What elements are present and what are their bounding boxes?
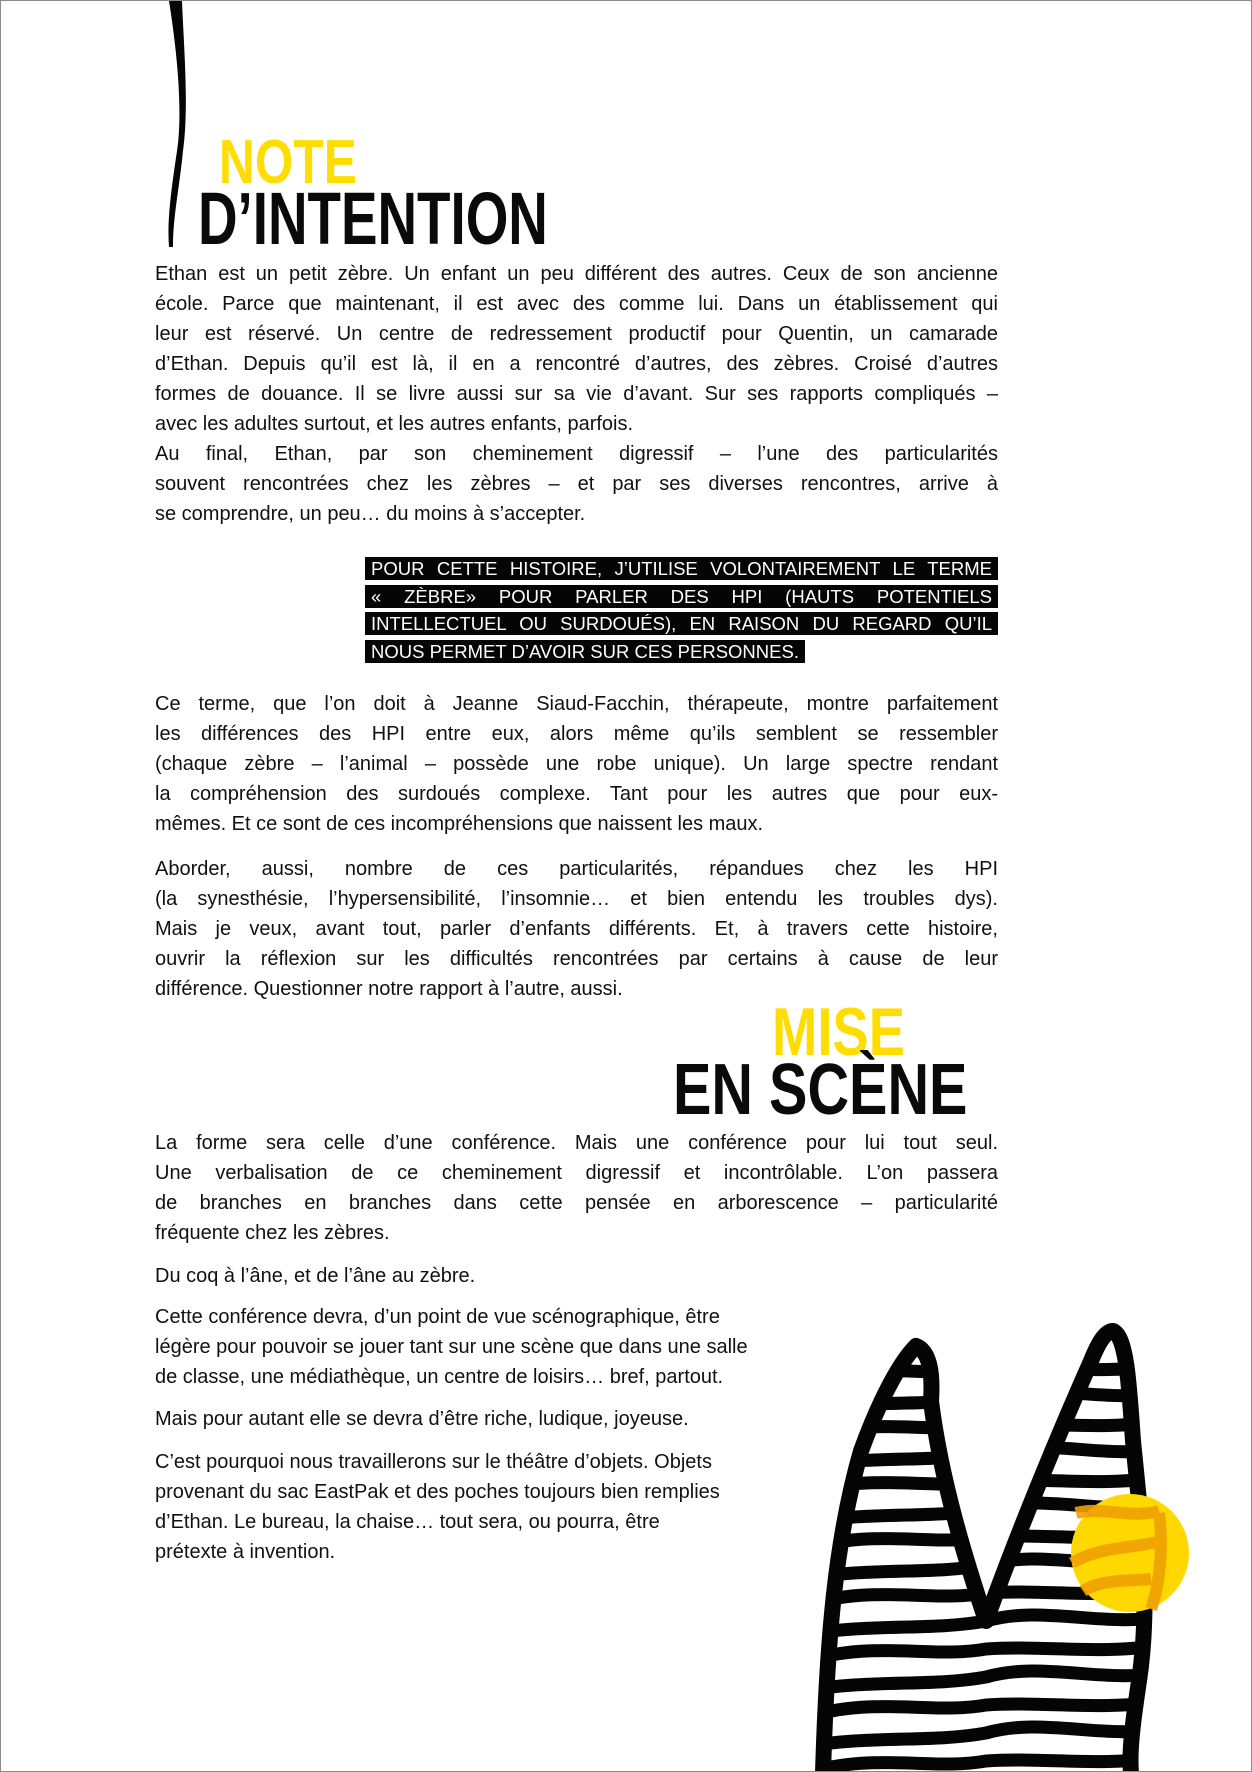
zebra-stripe — [801, 1503, 1161, 1523]
zebra-stripe — [801, 1701, 1161, 1719]
heading-mise: MISE — [772, 994, 905, 1070]
text-line: Ethan est un petit zèbre. Un enfant un peu différent des autres. Ceux de son ancienne — [155, 263, 998, 285]
zebra-stripe — [801, 1757, 1161, 1771]
zebra-stripe — [801, 1727, 1161, 1747]
text-line: ouvrir la réflexion sur les difficultés rencontrées par certains à cause de leur — [155, 948, 998, 970]
callout-line: NOUS PERMET D’AVOIR SUR CES PERSONNES. — [365, 640, 805, 663]
text-line: Au final, Ethan, par son cheminement digressif – l’une des particularités — [155, 443, 998, 465]
heading-en-scene: EN SCÈNE — [673, 1050, 968, 1130]
yellow-sun-circle — [1071, 1494, 1189, 1612]
text-line: avec les adultes surtout, et les autres enfants, parfois. — [155, 413, 634, 435]
zebra-stripe — [801, 1645, 1161, 1663]
paragraph — [155, 689, 998, 839]
zebra-stripe — [801, 1615, 1161, 1635]
zebra-stripe — [801, 1559, 1161, 1579]
text-line: prétexte à invention. — [155, 1541, 336, 1563]
paragraph — [155, 1447, 855, 1567]
heading-intention: D’INTENTION — [198, 177, 548, 260]
text-line: école. Parce que maintenant, il est avec des comme lui. Dans un établissement qui — [155, 293, 998, 315]
text-line: leur est réservé. Un centre de redressement productif pour Quentin, un camarade — [155, 323, 998, 345]
text-line: souvent rencontrées chez les zèbres – et par ses diverses rencontres, arrive à — [155, 473, 998, 495]
paragraph — [155, 854, 998, 1004]
paragraph — [155, 259, 998, 439]
text-line: différence. Questionner notre rapport à l’autre, aussi. — [155, 978, 623, 1000]
paragraph — [155, 439, 998, 529]
zebra-stripe — [801, 1477, 1161, 1495]
text-line: les différences des HPI entre eux, alors même qu’ils semblent se ressembler — [155, 723, 998, 745]
text-line: Une verbalisation de ce cheminement digressif et incontrôlable. L’on passera — [155, 1162, 998, 1184]
text-line: Ce terme, que l’on doit à Jeanne Siaud-Facchin, thérapeute, montre parfaitement — [155, 693, 998, 715]
text-line: La forme sera celle d’une conférence. Mais une conférence pour lui tout seul. — [155, 1132, 998, 1154]
text-line: légère pour pouvoir se jouer tant sur une scène que dans une salle — [155, 1336, 748, 1358]
text-line: fréquente chez les zèbres. — [155, 1222, 390, 1244]
text-line: Mais pour autant elle se devra d’être riche, ludique, joyeuse. — [155, 1408, 689, 1430]
text-line: mêmes. Et ce sont de ces incompréhensions que naissent les maux. — [155, 813, 764, 835]
text-line: d’Ethan. Depuis qu’il est là, il en a rencontré d’autres, des zèbres. Croisé d’autres — [155, 353, 998, 375]
text-line: de classe, une médiathèque, un centre de loisirs… bref, partout. — [155, 1366, 724, 1388]
text-line: la compréhension des surdoués complexe. Tant pour les autres que pour eux- — [155, 783, 998, 805]
zebra-stripe — [801, 1533, 1161, 1551]
text-line: formes de douance. Il se livre aussi sur sa vie d’avant. Sur ses rapports compliqués – — [155, 383, 998, 405]
text-line: d’Ethan. Le bureau, la chaise… tout sera, ou pourra, être — [155, 1511, 660, 1533]
paragraph — [155, 1128, 998, 1248]
text-line: Du coq à l’âne, et de l’âne au zèbre. — [155, 1265, 476, 1287]
zebra-stripe — [801, 1447, 1161, 1467]
paragraph — [155, 1404, 915, 1434]
callout-line: INTELLECTUEL OU SURDOUÉS), EN RAISON DU REGARD QU’IL — [365, 612, 998, 635]
text-line: Cette conférence devra, d’un point de vue scénographique, être — [155, 1306, 720, 1328]
text-line: Mais je veux, avant tout, parler d’enfants différents. Et, à travers cette histoire, — [155, 918, 998, 940]
text-line: se comprendre, un peu… du moins à s’accepter. — [155, 503, 586, 525]
text-line: C’est pourquoi nous travaillerons sur le théâtre d’objets. Objets — [155, 1451, 712, 1473]
text-line: provenant du sac EastPak et des poches toujours bien remplies — [155, 1481, 720, 1503]
zebra-stripe — [801, 1671, 1161, 1691]
text-line: (la synesthésie, l’hypersensibilité, l’insomnie… et bien entendu les troubles dys). — [155, 888, 998, 910]
heading-note: NOTE — [219, 128, 357, 197]
text-line: de branches en branches dans cette pensée en arborescence – particularité — [155, 1192, 998, 1214]
callout-note — [365, 557, 998, 667]
callout-line: « ZÈBRE» POUR PARLER DES HPI (HAUTS POTENTIELS — [365, 585, 998, 608]
text-line: Aborder, aussi, nombre de ces particularités, répandues chez les HPI — [155, 858, 998, 880]
callout-line: POUR CETTE HISTOIRE, J’UTILISE VOLONTAIREMENT LE TERME — [365, 557, 998, 580]
paragraph — [155, 1302, 915, 1392]
paragraph — [155, 1261, 998, 1291]
text-line: (chaque zèbre – l’animal – possède une robe unique). Un large spectre rendant — [155, 753, 998, 775]
zebra-stripe — [801, 1589, 1161, 1607]
